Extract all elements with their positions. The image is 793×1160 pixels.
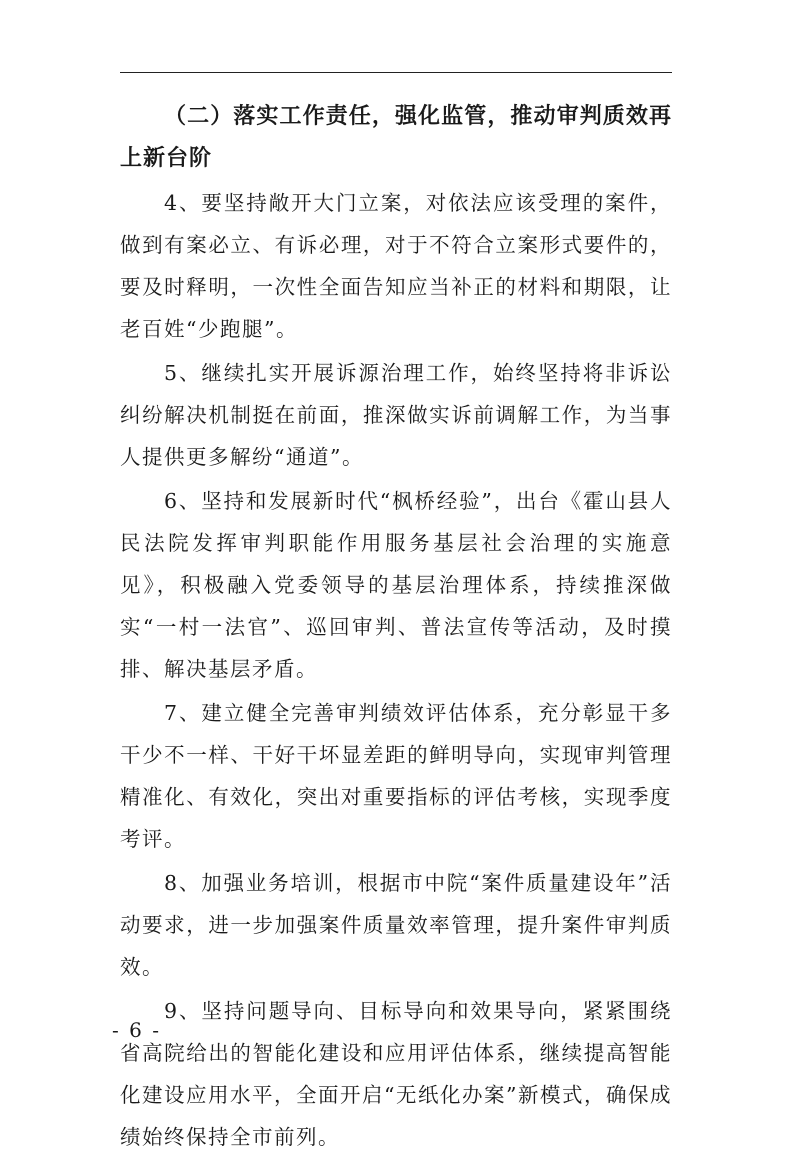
header-rule (120, 72, 672, 73)
section-heading: （二）落实工作责任，强化监管，推动审判质效再上新台阶 (120, 104, 672, 171)
document-body (120, 96, 672, 1160)
paragraph-item-9: 9、坚持问题导向、目标导向和效果导向，紧紧围绕省高院给出的智能化建设和应用评估体系，继续提高智能化建设应用水平，全面开启“无纸化办案”新模式，确保成绩始终保持全市前列。 (120, 999, 672, 1149)
paragraph-item-7: 7、建立健全完善审判绩效评估体系，充分彰显干多干少不一样、干好干坏显差距的鲜明导向，实现审判管理精准化、有效化，突出对重要指标的评估考核，实现季度考评。 (120, 701, 672, 851)
page-number: - 6 - (112, 1018, 161, 1042)
paragraph-item-4: 4、要坚持敞开大门立案，对依法应该受理的案件，做到有案必立、有诉必理，对于不符合立案形式要件的，要及时释明，一次性全面告知应当补正的材料和期限，让老百姓“少跑腿”。 (120, 191, 672, 341)
paragraph-item-8: 8、加强业务培训，根据市中院“案件质量建设年”活动要求，进一步加强案件质量效率管理，提升案件审判质效。 (120, 871, 672, 979)
paragraph-item-5: 5、继续扎实开展诉源治理工作，始终坚持将非诉讼纠纷解决机制挺在前面，推深做实诉前调解工作，为当事人提供更多解纷“通道”。 (120, 361, 672, 469)
paragraph-item-6: 6、坚持和发展新时代“枫桥经验”，出台《霍山县人民法院发挥审判职能作用服务基层社会治理的实施意见》，积极融入党委领导的基层治理体系，持续推深做实“一村一法官”、巡回审判、普法宣传等活动，及时摸排、解决基层矛盾。 (120, 489, 672, 681)
